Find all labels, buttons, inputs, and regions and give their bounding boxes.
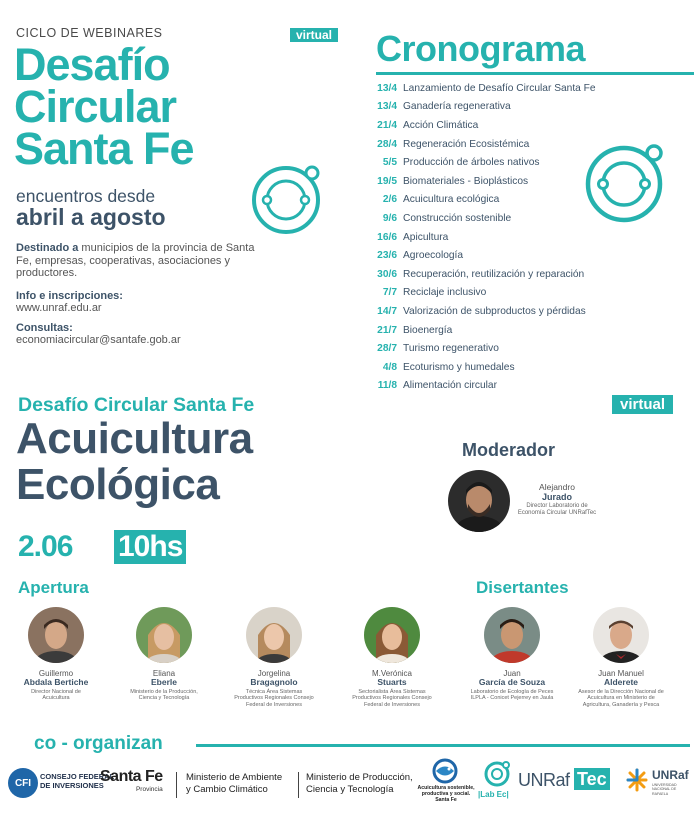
acuicultura-logo-text xyxy=(408,785,484,803)
speaker-role: Sectorialista Área Sistemas Productivos Regionales Consejo Federal de Inversiones xyxy=(352,689,432,708)
series-label: CICLO DE WEBINARES xyxy=(16,26,163,40)
schedule-topic: Reciclaje inclusivo xyxy=(403,287,487,299)
main-title-line: Circular xyxy=(14,81,177,132)
circular-logo-icon xyxy=(240,154,332,246)
schedule-topic: Turismo regenerativo xyxy=(403,343,499,355)
labec-logo-icon xyxy=(483,760,511,788)
schedule-item xyxy=(340,377,640,396)
speaker-card xyxy=(350,607,434,708)
schedule-date: 7/7 xyxy=(382,287,397,299)
schedule-date: 4/8 xyxy=(382,361,397,373)
speaker-card xyxy=(470,607,554,702)
schedule-date: 14/7 xyxy=(377,305,397,317)
schedule-item xyxy=(340,98,640,117)
speaker-card xyxy=(126,607,202,702)
contact-email[interactable]: economiacircular@santafe.gob.ar xyxy=(16,334,181,346)
event-date: 2.06 xyxy=(18,530,73,563)
moderator-first: Alejandro xyxy=(539,482,575,492)
schedule-item xyxy=(340,358,640,377)
person-photo-icon xyxy=(593,607,649,663)
schedule-date: 28/7 xyxy=(377,343,397,355)
unraf-logo-icon xyxy=(626,768,648,792)
logo-divider xyxy=(176,772,177,798)
ministerio-produccion xyxy=(306,772,413,796)
contact-label: Consultas: xyxy=(16,322,73,334)
schedule-item xyxy=(340,321,640,340)
ministerio-line: Ministerio de Ambiente xyxy=(186,772,283,783)
schedule-item xyxy=(340,339,640,358)
speaker-role: Ministerio de la Producción, Ciencia y Tecnología xyxy=(130,689,198,702)
schedule-topic: Producción de árboles nativos xyxy=(403,157,540,169)
speaker-role: Director Nacional de Acuicultura xyxy=(31,689,81,702)
cfi-line: DE INVERSIONES xyxy=(40,781,104,790)
moderator-info xyxy=(516,482,598,517)
moderator-role: Director Laboratorio de Economía Circular UNRafTec xyxy=(517,503,597,516)
schedule-date: 13/4 xyxy=(377,82,397,94)
audience-rest: municipios de la provincia de Santa Fe, empresas, cooperativas, asociaciones y productores. xyxy=(16,242,255,279)
cfi-line: CONSEJO FEDERAL xyxy=(40,772,115,781)
event-time: 10hs xyxy=(114,530,186,564)
speaker-first: Guillermo xyxy=(38,669,74,678)
virtual-badge: virtual xyxy=(290,28,338,42)
schedule-item xyxy=(340,265,640,284)
acuicultura-line: productiva y social. xyxy=(421,791,471,797)
schedule-topic: Lanzamiento de Desafío Circular Santa Fe xyxy=(403,82,596,94)
person-photo-icon xyxy=(136,607,192,663)
schedule-item xyxy=(340,246,640,265)
event-series: Desafío Circular Santa Fe xyxy=(18,394,255,416)
speaker-last: Abdala Bertiche xyxy=(23,677,89,687)
schedule-item xyxy=(340,116,640,135)
main-title xyxy=(14,39,194,174)
schedule-date: 19/5 xyxy=(377,175,397,187)
person-photo-icon xyxy=(28,607,84,663)
months-text: abril a agosto xyxy=(16,204,166,230)
apertura-heading: Apertura xyxy=(18,578,89,597)
labec-text: |Lab Ec| xyxy=(478,790,509,799)
person-photo-icon xyxy=(364,607,420,663)
schedule-date: 13/4 xyxy=(377,101,397,113)
schedule-topic: Acción Climática xyxy=(403,119,479,131)
schedule-list xyxy=(340,79,640,395)
ministerio-line: y Cambio Climático xyxy=(186,784,268,795)
speaker-card xyxy=(18,607,94,702)
schedule-topic: Acuicultura ecológica xyxy=(403,194,500,206)
circular-logo-icon xyxy=(574,134,674,234)
schedule-topic: Ganadería regenerativa xyxy=(403,101,511,113)
main-title-line: Santa Fe xyxy=(14,123,194,174)
person-photo-icon xyxy=(484,607,540,663)
schedule-topic: Recuperación, reutilización y reparación xyxy=(403,268,585,280)
moderator-heading: Moderador xyxy=(462,440,556,460)
moderator-last: Jurado xyxy=(541,492,572,502)
unraftec-b: Tec xyxy=(574,768,610,790)
speaker-first: Eliana xyxy=(152,669,176,678)
schedule-topic: Regeneración Ecosistémica xyxy=(403,138,530,150)
sponsor-logos xyxy=(0,758,700,814)
schedule-date: 11/8 xyxy=(377,380,397,392)
cfi-logo-icon: CFI xyxy=(8,768,38,798)
speaker-last: Alderete xyxy=(603,677,638,687)
main-title-line: Desafío xyxy=(14,39,170,90)
speaker-last: Eberle xyxy=(151,677,177,687)
unraftec-a: UNRaf xyxy=(518,770,570,790)
ministerio-line: Ciencia y Tecnología xyxy=(306,784,394,795)
speaker-first: M.Verónica xyxy=(371,669,413,678)
schedule-title: Cronograma xyxy=(376,28,586,69)
unraf-sub-line: RAFAELA xyxy=(652,791,669,796)
schedule-divider xyxy=(376,72,694,75)
info-link[interactable]: www.unraf.edu.ar xyxy=(16,302,102,314)
moderator-avatar xyxy=(448,470,510,532)
speaker-first: Juan Manuel xyxy=(598,669,644,678)
schedule-item xyxy=(340,302,640,321)
schedule-topic: Ecoturismo y humedales xyxy=(403,361,515,373)
unraf-sub-line: UNIVERSIDAD xyxy=(652,783,677,787)
schedule-date: 30/6 xyxy=(377,268,397,280)
speaker-last: García de Souza xyxy=(478,677,546,687)
schedule-date: 28/4 xyxy=(377,138,397,150)
speaker-avatar xyxy=(593,607,649,663)
speaker-avatar xyxy=(364,607,420,663)
unraf-text: UNRaf xyxy=(652,768,689,782)
speaker-avatar xyxy=(246,607,302,663)
schedule-item xyxy=(340,79,640,98)
schedule-date: 23/6 xyxy=(377,250,397,262)
coorganizan-heading: co - organizan xyxy=(34,733,163,754)
speaker-avatar xyxy=(136,607,192,663)
person-photo-icon xyxy=(448,470,510,532)
info-block xyxy=(16,290,123,314)
logo-divider xyxy=(298,772,299,798)
unraf-sub xyxy=(652,783,677,796)
schedule-topic: Alimentación circular xyxy=(403,380,497,392)
schedule-date: 2/6 xyxy=(382,194,397,206)
schedule-topic: Agroecología xyxy=(403,250,464,262)
schedule-date: 5/5 xyxy=(382,157,397,169)
speaker-avatar xyxy=(484,607,540,663)
schedule-date: 21/7 xyxy=(377,324,397,336)
schedule-date: 16/6 xyxy=(377,231,397,243)
schedule-topic: Bioenergía xyxy=(403,324,453,336)
acuicultura-line: Acuicultura sostenible, xyxy=(417,785,475,791)
disertantes-heading: Disertantes xyxy=(476,578,569,597)
encuentros-text: encuentros desde xyxy=(16,186,156,206)
schedule-topic: Valorización de subproductos y pérdidas xyxy=(403,305,586,317)
schedule-item xyxy=(340,284,640,303)
schedule-topic: Apicultura xyxy=(403,231,449,243)
coorganizan-divider xyxy=(196,744,690,747)
speaker-last: Stuarts xyxy=(377,677,407,687)
speaker-card xyxy=(232,607,316,708)
person-photo-icon xyxy=(246,607,302,663)
schedule-date: 9/6 xyxy=(382,212,397,224)
schedule-topic: Construcción sostenible xyxy=(403,212,512,224)
unraf-sub-line: NACIONAL DE xyxy=(652,787,677,792)
event-title-line: Acuicultura xyxy=(16,414,253,463)
acuicultura-line: Santa Fe xyxy=(435,797,457,803)
schedule-topic: Biomateriales - Bioplásticos xyxy=(403,175,529,187)
speaker-role: Técnica Área Sistemas Productivos Regionales Consejo Federal de Inversiones xyxy=(234,689,314,708)
santafe-sub: Provincia xyxy=(135,786,163,793)
speaker-first: Jorgelina xyxy=(257,669,291,678)
schedule-date: 21/4 xyxy=(377,119,397,131)
info-label: Info e inscripciones: xyxy=(16,290,123,302)
virtual-badge: virtual xyxy=(612,395,673,414)
santafe-logo xyxy=(100,768,163,793)
event-title xyxy=(16,416,253,508)
audience-text xyxy=(16,242,256,280)
speaker-card xyxy=(578,607,664,708)
speaker-role: Asesor de la Dirección Nacional de Acuicultura en Ministerio de Agricultura, Ganadería y Pesca xyxy=(578,689,664,708)
audience-bold: Destinado a xyxy=(16,242,79,254)
event-title-line: Ecológica xyxy=(16,460,220,509)
contact-block xyxy=(16,322,181,346)
fish-logo-icon xyxy=(428,758,462,784)
speaker-avatar xyxy=(28,607,84,663)
speaker-last: Bragagnolo xyxy=(250,677,298,687)
ministerio-line: Ministerio de Producción, xyxy=(306,772,413,783)
speaker-first: Juan xyxy=(503,669,521,678)
speaker-role: Laboratorio de Ecología de Peces ILPLA - Conicet Pejerrey en Jaula xyxy=(470,689,554,702)
ministerio-ambiente xyxy=(186,772,282,796)
santafe-text: Santa Fe xyxy=(100,768,163,785)
